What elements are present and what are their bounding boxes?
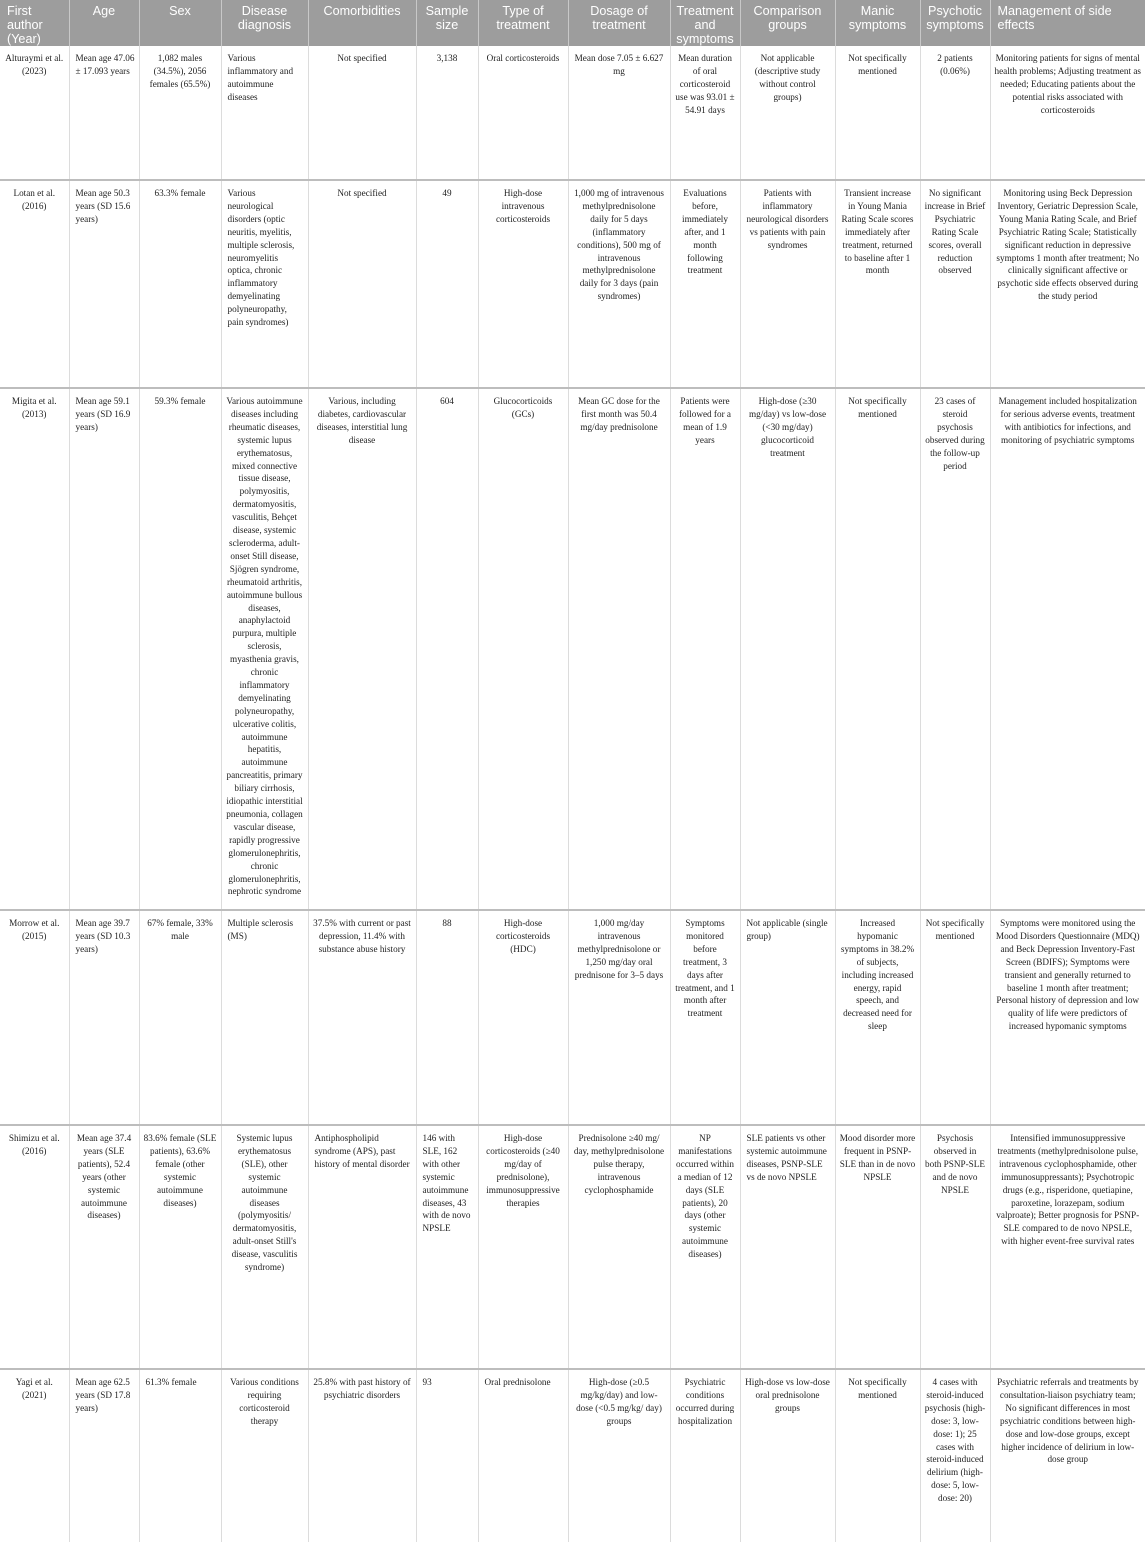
sex-cell: 1,082 males (34.5%), 2056 females (65.5%) [139, 46, 221, 180]
management-cell: Intensified immunosuppressive treatments (methylprednisolone pulse, intravenous cyclophosphamide, other immunosuppressants); Psychotropic drugs (e.g., risperidone, quetiapine, paroxetine, lorazepam, sodium valproate); Better prognosis for PSNP-SLE compared to de novo NPSLE, with higher event-free survival rates [990, 1125, 1145, 1369]
author-cell: Migita et al. (2013) [0, 388, 69, 910]
management-cell: Management included hospitalization for serious adverse events, treatment with antibiotics for infections, and monitoring of psychiatric symptoms [990, 388, 1145, 910]
header-comparison-groups: Comparison groups [740, 0, 835, 46]
table-row [0, 1125, 1145, 1369]
header-treatment-symptoms: Treatment and symptoms [670, 0, 740, 46]
header-sample-size: Sample size [416, 0, 478, 46]
sample-size-cell: 88 [416, 910, 478, 1125]
treatment-type-cell: Glucocorticoids (GCs) [478, 388, 568, 910]
manic-cell: Not specifically mentioned [835, 46, 920, 180]
treatment-symptoms-cell: Evaluations before, immediately after, and 1 month following treatment [670, 180, 740, 388]
header-first-author: First author (Year) [0, 0, 69, 46]
comorbidities-cell: Antiphospholipid syndrome (APS), past history of mental disorder [308, 1125, 416, 1369]
comorbidities-cell: 25.8% with past history of psychiatric disorders [308, 1369, 416, 1542]
manic-cell: Transient increase in Young Mania Rating Scale scores immediately after treatment, returned to baseline after 1 month [835, 180, 920, 388]
sample-size-cell: 604 [416, 388, 478, 910]
comorbidities-cell: Not specified [308, 180, 416, 388]
header-dosage: Dosage of treatment [568, 0, 670, 46]
psychotic-cell: Psychosis observed in both PSNP-SLE and de novo NPSLE [920, 1125, 990, 1369]
diagnosis-cell: Various autoimmune diseases including rheumatic diseases, systemic lupus erythematosus, mixed connective tissue disease, polymyositis, dermatomyositis, vasculitis, Behçet disease, systemic scleroderma, adult-onset Still disease, Sjögren syndrome, rheumatoid arthritis, autoimmune bullous diseases, anaphylactoid purpura, multiple sclerosis, myasthenia gravis, chronic inflammatory demyelinating polyneuropathy, ulcerative colitis, autoimmune hepatitis, autoimmune pancreatitis, primary biliary cirrhosis, idiopathic interstitial pneumonia, collagen vascular disease, rapidly progressive glomerulonephritis, chronic glomerulonephritis, nephrotic syndrome [221, 388, 308, 910]
header-sex: Sex [139, 0, 221, 46]
diagnosis-cell: Various inflammatory and autoimmune diseases [221, 46, 308, 180]
header-manic-symptoms: Manic symptoms [835, 0, 920, 46]
author-cell: Shimizu et al. (2016) [0, 1125, 69, 1369]
author-cell: Alturaymi et al. (2023) [0, 46, 69, 180]
header-row [0, 0, 1145, 46]
management-cell: Psychiatric referrals and treatments by consultation-liaison psychiatry team; No significant differences in most psychiatric conditions between high-dose and low-dose groups, except higher incidence of delirium in low-dose group [990, 1369, 1145, 1542]
psychotic-cell: 23 cases of steroid psychosis observed during the follow-up period [920, 388, 990, 910]
comparison-cell: High-dose (≥30 mg/day) vs low-dose (<30 mg/day) glucocorticoid treatment [740, 388, 835, 910]
diagnosis-cell: Multiple sclerosis (MS) [221, 910, 308, 1125]
management-cell: Symptoms were monitored using the Mood Disorders Questionnaire (MDQ) and Beck Depression Inventory-Fast Screen (BDIFS); Symptoms were transient and generally returned to baseline 1 month after treatment; Personal history of depression and low quality of life were predictors of increased hypomanic symptoms [990, 910, 1145, 1125]
author-cell: Morrow et al. (2015) [0, 910, 69, 1125]
treatment-symptoms-cell: Patients were followed for a mean of 1.9 years [670, 388, 740, 910]
comparison-cell: SLE patients vs other systemic autoimmune diseases, PSNP-SLE vs de novo NPSLE [740, 1125, 835, 1369]
age-cell: Mean age 39.7 years (SD 10.3 years) [69, 910, 139, 1125]
author-cell: Lotan et al. (2016) [0, 180, 69, 388]
author-cell: Yagi et al. (2021) [15, 1377, 53, 1400]
treatment-type-cell: Oral prednisolone [478, 1369, 568, 1542]
header-management: Management of side effects [990, 0, 1145, 46]
age-cell: Mean age 50.3 years (SD 15.6 years) [69, 180, 139, 388]
treatment-type-cell: Oral corticosteroids [478, 46, 568, 180]
sex-cell: 63.3% female [139, 180, 221, 388]
manic-cell: Not specifically mentioned [835, 1369, 920, 1542]
treatment-type-cell: High-dose intravenous corticosteroids [478, 180, 568, 388]
manic-cell: Mood disorder more frequent in PSNP-SLE than in de novo NPSLE [835, 1125, 920, 1369]
comparison-cell: High-dose vs low-dose oral prednisolone groups [740, 1369, 835, 1542]
psychotic-cell: 2 patients (0.06%) [920, 46, 990, 180]
age-cell: Mean age 59.1 years (SD 16.9 years) [69, 388, 139, 910]
comparison-cell: Patients with inflammatory neurological disorders vs patients with pain syndromes [740, 180, 835, 388]
management-cell: Monitoring patients for signs of mental health problems; Adjusting treatment as needed; Educating patients about the potential risks associated with corticosteroids [990, 46, 1145, 180]
treatment-symptoms-cell: Psychiatric conditions occurred during hospitalization [670, 1369, 740, 1542]
psychotic-cell: No significant increase in Brief Psychiatric Rating Scale scores, overall reduction observed [920, 180, 990, 388]
sex-cell: 61.3% female [139, 1369, 221, 1542]
age-cell: Mean age 62.5 years (SD 17.8 years) [69, 1369, 139, 1542]
management-cell: Monitoring using Beck Depression Inventory, Geriatric Depression Scale, Young Mania Rating Scale, and Brief Psychiatric Rating Scale; Statistically significant reduction in depressive symptoms 1 month after treatment; No clinically significant affective or psychotic side effects observed during the study period [990, 180, 1145, 388]
manic-cell: Not specifically mentioned [835, 388, 920, 910]
diagnosis-cell: Systemic lupus erythematosus (SLE), other systemic autoimmune diseases (polymyositis/ dermatomyositis, adult-onset Still's disease, vasculitis syndrome) [221, 1125, 308, 1369]
sample-size-cell: 49 [416, 180, 478, 388]
dosage-cell: 1,000 mg of intravenous methylprednisolone daily for 5 days (inflammatory conditions), 500 mg of intravenous methylprednisolone daily for 3 days (pain syndromes) [568, 180, 670, 388]
manic-cell: Increased hypomanic symptoms in 38.2% of subjects, including increased energy, rapid speech, and decreased need for sleep [835, 910, 920, 1125]
header-comorbidities: Comorbidities [308, 0, 416, 46]
sample-size-cell: 3,138 [416, 46, 478, 180]
sample-size-cell: 146 with SLE, 162 with other systemic autoimmune diseases, 43 with de novo NPSLE [416, 1125, 478, 1369]
table-row [0, 388, 1145, 910]
age-cell: Mean age 47.06 ± 17.093 years [69, 46, 139, 180]
header-type-of-treatment: Type of treatment [478, 0, 568, 46]
dosage-cell: High-dose (≥0.5 mg/kg/day) and low-dose (<0.5 mg/kg/ day) groups [568, 1369, 670, 1542]
psychotic-cell: Not specifically mentioned [920, 910, 990, 1125]
comparison-cell: Not applicable (single group) [740, 910, 835, 1125]
treatment-symptoms-cell: NP manifestations occurred within a median of 12 days (SLE patients), 20 days (other systemic autoimmune diseases) [670, 1125, 740, 1369]
dosage-cell: Mean GC dose for the first month was 50.4 mg/day prednisolone [568, 388, 670, 910]
treatment-type-cell: High-dose corticosteroids (HDC) [478, 910, 568, 1125]
comparison-cell: Not applicable (descriptive study without control groups) [740, 46, 835, 180]
table-row [0, 1369, 1145, 1542]
treatment-type-cell: High-dose corticosteroids (≥40 mg/day of prednisolone), immunosuppressive therapies [478, 1125, 568, 1369]
table-row [0, 180, 1145, 388]
diagnosis-cell: Various conditions requiring corticosteroid therapy [221, 1369, 308, 1542]
table-row [0, 910, 1145, 1125]
psychotic-cell: 4 cases with steroid-induced psychosis (high-dose: 3, low-dose: 1); 25 cases with steroid-induced delirium (high-dose: 5, low-dose: 20) [920, 1369, 990, 1542]
header-disease-diagnosis: Disease diagnosis [221, 0, 308, 46]
age-cell: Mean age 37.4 years (SLE patients), 52.4 years (other systemic autoimmune diseases) [69, 1125, 139, 1369]
comorbidities-cell: Various, including diabetes, cardiovascular diseases, interstitial lung disease [308, 388, 416, 910]
header-age: Age [69, 0, 139, 46]
diagnosis-cell: Various neurological disorders (optic neuritis, myelitis, multiple sclerosis, neuromyelitis optica, chronic inflammatory demyelinating polyneuropathy, pain syndromes) [221, 180, 308, 388]
table-row [0, 46, 1145, 180]
comorbidities-cell: 37.5% with current or past depression, 11.4% with substance abuse history [308, 910, 416, 1125]
sex-cell: 83.6% female (SLE patients), 63.6% female (other systemic autoimmune diseases) [139, 1125, 221, 1369]
treatment-symptoms-cell: Mean duration of oral corticosteroid use was 93.01 ± 54.91 days [670, 46, 740, 180]
sex-cell: 59.3% female [139, 388, 221, 910]
dosage-cell: Prednisolone ≥40 mg/ day, methylprednisolone pulse therapy, intravenous cyclophosphamide [568, 1125, 670, 1369]
sample-size-cell: 93 [416, 1369, 478, 1542]
header-psychotic-symptoms: Psychotic symptoms [920, 0, 990, 46]
comorbidities-cell: Not specified [308, 46, 416, 180]
treatment-symptoms-cell: Symptoms monitored before treatment, 3 days after treatment, and 1 month after treatment [670, 910, 740, 1125]
sex-cell: 67% female, 33% male [139, 910, 221, 1125]
dosage-cell: 1,000 mg/day intravenous methylprednisolone or 1,250 mg/day oral prednisone for 3–5 days [568, 910, 670, 1125]
dosage-cell: Mean dose 7.05 ± 6.627 mg [568, 46, 670, 180]
